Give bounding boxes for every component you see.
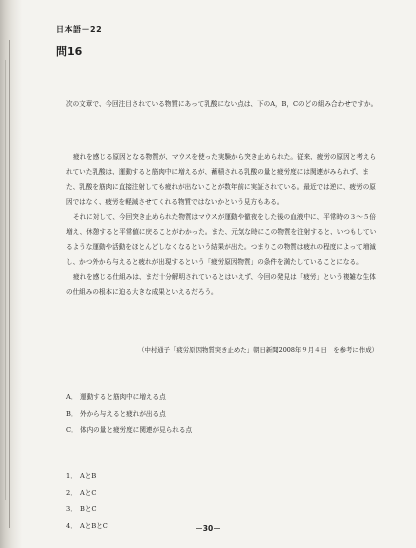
passage-paragraph-1: 疲れを感じる原因となる物質が、マウスを使った実験から突き止められた。従来、疲労の原因と考えられていた乳酸は、運動すると筋肉中に増えるが、蓄積される乳酸の量と疲労度には関連がみられず、また、乳酸を筋肉に直接注射しても疲れが出ないことが数年前に実証されている。最近では逆に、疲労の原因ではなく、疲労を軽減させてくれる物質ではないかという見方もある。 bbox=[66, 153, 377, 206]
option-label: B． bbox=[66, 409, 78, 418]
option-text: 体内の量と疲労度に関連が見られる点 bbox=[80, 426, 193, 434]
choice-text: BとC bbox=[80, 505, 97, 513]
source-citation: （中村通子「疲労原因物質突き止めた」朝日新聞2008年９月４日 を参考に作成） bbox=[138, 346, 378, 354]
choice-text: AとB bbox=[80, 472, 97, 480]
question-number: 問16 bbox=[56, 45, 83, 58]
answer-choice-1 bbox=[66, 468, 108, 485]
choice-label: 3． bbox=[66, 505, 77, 513]
answer-choice-3 bbox=[66, 501, 108, 518]
option-a bbox=[66, 389, 192, 406]
question-instruction: 次の文章で、今回注目されている物質にあって乳酸にない点は、下のA，B，Cのどの組み合わせですか。 bbox=[66, 100, 378, 108]
statement-options bbox=[66, 389, 192, 439]
choice-label: 1． bbox=[66, 472, 77, 480]
passage-paragraph-2: それに対して、今回突き止められた物質はマウスが運動や徹夜をした後の血液中に、平常時の３～５倍増え、休憩すると平常値に戻ることがわかった。また、元気な時にこの物質を注射すると、いつもしているような運動や活動をほとんどしなくなるという結果が出た。つまりこの物質は疲れの程度によって増減し、かつ外から与えると疲れが出現するという「疲労原因物質」の条件を満たしていることになる。 bbox=[66, 213, 377, 266]
option-text: 外から与えると疲れが出る点 bbox=[80, 409, 166, 418]
page-number: －30－ bbox=[195, 524, 221, 533]
choice-label: 4． bbox=[66, 521, 77, 530]
option-label: C． bbox=[66, 426, 78, 434]
passage-paragraph-3: 疲れを感じる仕組みは、まだ十分解明されているとはいえず、今回の発見は「疲労」という複雑な生体の仕組みの根本に迫る大きな成果といえるだろう。 bbox=[66, 273, 376, 296]
binding-edge-line bbox=[9, 40, 10, 528]
reading-passage bbox=[66, 150, 378, 300]
option-label: A． bbox=[66, 393, 78, 401]
section-header: 日本語－22 bbox=[56, 25, 103, 34]
choice-text: AとC bbox=[80, 488, 97, 497]
choice-label: 2． bbox=[66, 488, 77, 497]
binding-shadow bbox=[0, 0, 22, 548]
answer-choice-2 bbox=[66, 485, 108, 502]
binding-edge-line-inner bbox=[5, 60, 6, 500]
option-b bbox=[66, 406, 192, 423]
choice-text: AとBとC bbox=[80, 521, 108, 530]
option-c bbox=[66, 422, 192, 439]
option-text: 運動すると筋肉中に増える点 bbox=[80, 393, 166, 401]
